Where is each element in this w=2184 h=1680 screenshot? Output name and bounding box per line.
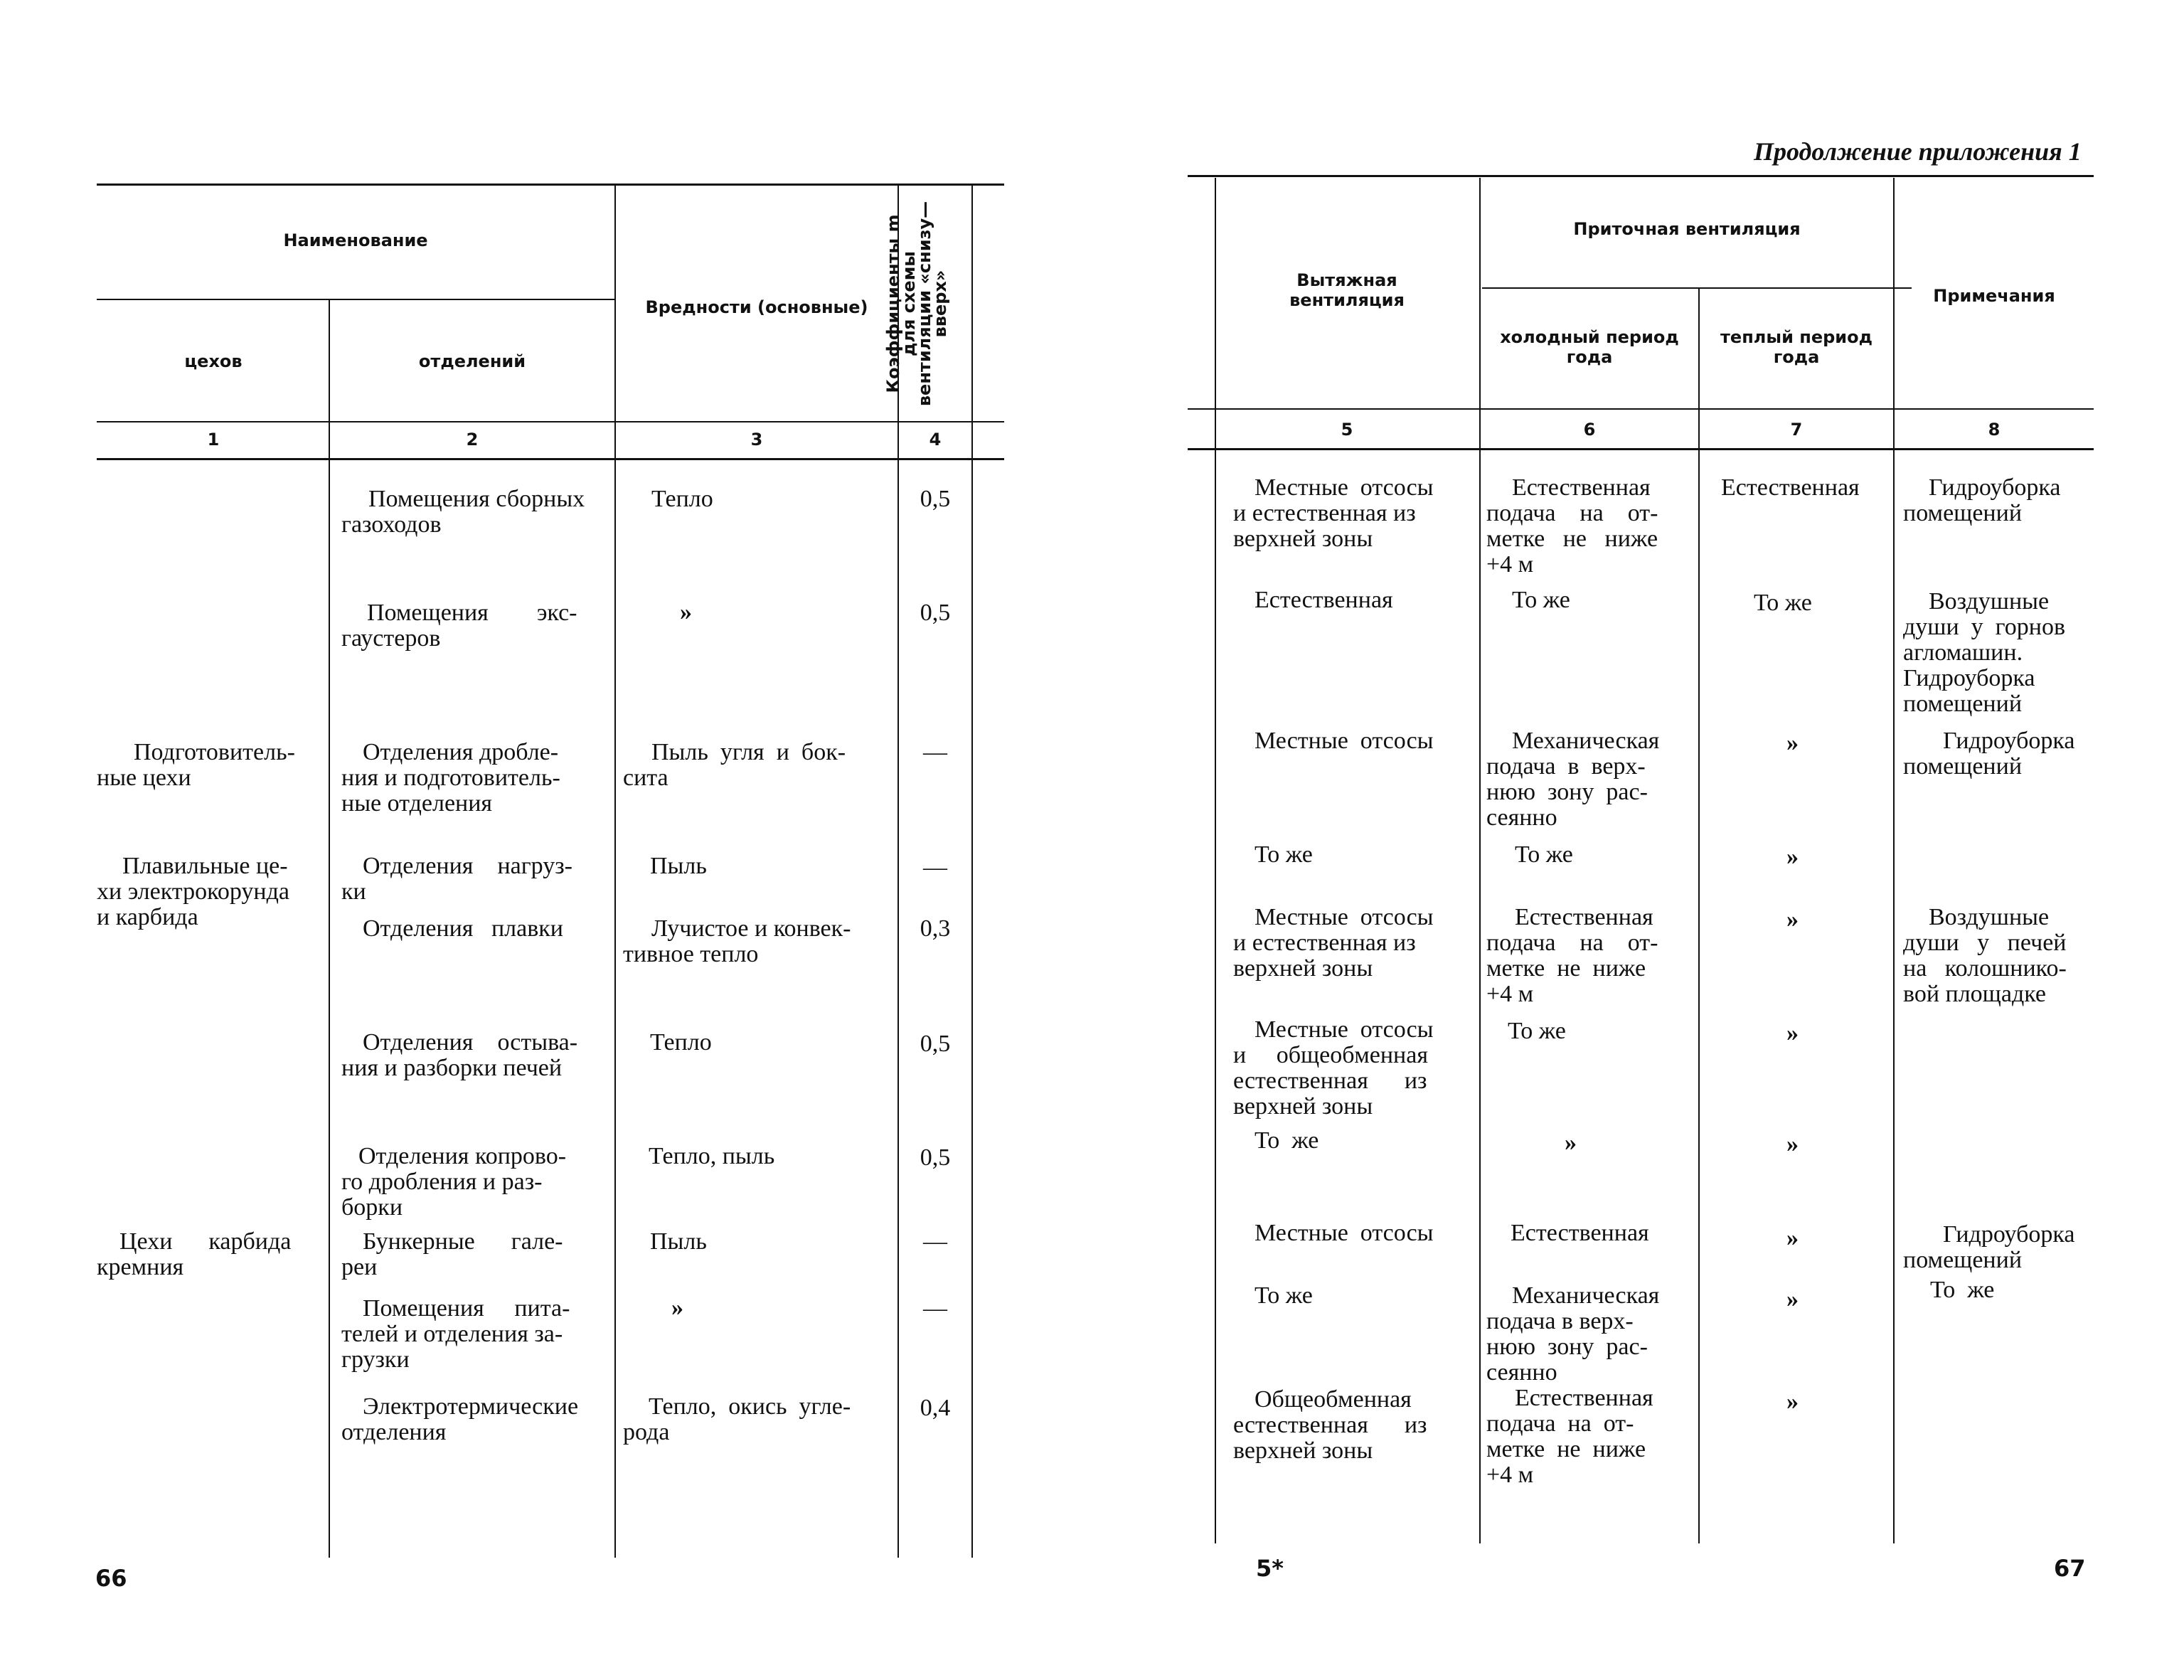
coefficient-cell: — (923, 854, 947, 881)
header-coefficient-text: Коэффициенты m для схемы вентиляции «снизу—вверх» (883, 201, 950, 407)
department-cell: Электротермические отделения (341, 1393, 579, 1445)
header-coefficient (883, 201, 950, 407)
col-divider-7 (1698, 289, 1700, 1543)
page-number: 67 (2054, 1555, 2086, 1582)
cold-cell: То же (1508, 1018, 1566, 1044)
hazard-cell: Тепло, пыль (649, 1143, 775, 1169)
hazard-cell: Пыль угля и бок- сита (623, 739, 846, 791)
ditto-mark: » (1565, 1129, 1577, 1156)
column-numbers-rule (1188, 448, 2094, 450)
hazard-cell: Тепло, окись угле- рода (623, 1393, 851, 1445)
exhaust-cell: Естественная (1255, 587, 1393, 613)
header-supply: Приточная вентиляция (1573, 219, 1801, 239)
header-cold-period: холодный период года (1500, 327, 1679, 367)
coefficient-cell: 0,4 (920, 1395, 951, 1421)
col-divider-6 (1479, 178, 1481, 1543)
coefficient-cell: — (923, 1295, 947, 1322)
cold-cell: Естественная подача на от- метке не ниже +4 м (1486, 904, 1658, 1007)
table-top-rule (1188, 175, 2094, 177)
workshop-cell: Цехи карбида кремния (97, 1228, 292, 1280)
ditto-mark: » (1786, 730, 1799, 756)
hazard-cell: Пыль (650, 853, 707, 879)
department-cell: Отделения остыва- ния и разборки печей (341, 1029, 578, 1081)
note-cell: Гидроуборка помещений (1903, 474, 2061, 526)
header-name-group: Наименование (283, 230, 428, 250)
page-number: 66 (95, 1565, 127, 1592)
header-bottom-rule (97, 421, 1004, 422)
cold-cell: Механическая подача в верх- нюю зону рас- сеянно (1486, 1282, 1660, 1386)
header-hazards: Вредности (основные) (645, 297, 868, 317)
col-divider-1 (329, 300, 330, 1558)
department-cell: Помещения пита- телей и отделения за- грузки (341, 1295, 570, 1373)
col-number-6: 6 (1583, 420, 1596, 440)
header-departments: отделений (418, 351, 526, 371)
department-cell: Отделения плавки (363, 915, 563, 942)
exhaust-cell: Местные отсосы и общеобменная естественная из верхней зоны (1233, 1016, 1434, 1120)
col-number-1: 1 (207, 430, 220, 450)
coefficient-cell: 0,3 (920, 915, 951, 942)
col-number-3: 3 (750, 430, 763, 450)
ditto-mark: » (1786, 1388, 1799, 1415)
ditto-mark: » (1786, 906, 1799, 932)
warm-cell: То же (1754, 590, 1812, 616)
department-cell: Отделения дробле- ния и подготовитель- ные отделения (341, 739, 560, 817)
ditto-mark: » (1786, 1020, 1799, 1046)
page-signature: 5* (1256, 1555, 1284, 1582)
department-cell: Помещения сборных газоходов (341, 486, 585, 538)
coefficient-cell: 0,5 (920, 1144, 951, 1171)
cold-cell: Естественная подача на от- метке не ниже +4 м (1486, 474, 1658, 578)
header-warm-period: теплый период года (1720, 327, 1873, 367)
coefficient-cell: 0,5 (920, 1031, 951, 1057)
exhaust-cell: Местные отсосы (1255, 728, 1434, 754)
exhaust-cell: То же (1255, 1127, 1319, 1154)
col-divider-4 (971, 185, 973, 1558)
running-head: Продолжение приложения 1 (1754, 137, 2082, 166)
note-cell: Воздушные души у горнов агломашин. Гидроуборка помещений (1903, 588, 2066, 717)
workshop-cell: Подготовитель- ные цехи (97, 739, 295, 791)
coefficient-cell: 0,5 (920, 600, 951, 626)
coefficient-cell: 0,5 (920, 486, 951, 512)
note-cell: То же (1930, 1277, 1995, 1303)
department-cell: Бункерные гале- реи (341, 1228, 563, 1280)
warm-cell: Естественная (1721, 474, 1860, 501)
coefficient-cell: — (923, 1228, 947, 1255)
exhaust-cell: То же (1255, 1282, 1313, 1309)
right-page (1092, 0, 2184, 1680)
cold-cell: То же (1512, 587, 1570, 613)
ditto-mark: » (1786, 1286, 1799, 1312)
note-cell: Гидроуборка помещений (1903, 1221, 2075, 1273)
note-cell: Воздушные души у печей на колошнико- вой площадке (1903, 904, 2067, 1007)
cold-cell: То же (1515, 841, 1573, 868)
exhaust-cell: Общеобменная естественная из верхней зоны (1233, 1386, 1427, 1464)
exhaust-cell: Местные отсосы и естественная из верхней зоны (1233, 904, 1434, 982)
col-number-8: 8 (1988, 420, 2001, 440)
col-divider-2 (614, 185, 616, 1558)
hazard-cell: Тепло (651, 486, 713, 512)
ditto-mark: » (680, 599, 692, 625)
column-numbers-rule (97, 458, 1004, 460)
note-cell: Гидроуборка помещений (1903, 728, 2075, 780)
header-workshops: цехов (184, 351, 243, 371)
col-number-5: 5 (1341, 420, 1353, 440)
department-cell: Отделения копрово- го дробления и раз- борки (341, 1143, 567, 1221)
header-bottom-rule (1188, 408, 2094, 410)
hazard-cell: Пыль (650, 1228, 707, 1255)
header-exhaust: Вытяжная вентиляция (1289, 270, 1405, 310)
cold-cell: Естественная (1511, 1220, 1649, 1246)
col-divider-5 (1215, 178, 1216, 1543)
department-cell: Отделения нагруз- ки (341, 853, 572, 905)
ditto-mark: » (1786, 1131, 1799, 1157)
department-cell: Помещения экс- гаустеров (341, 600, 577, 652)
exhaust-cell: То же (1255, 841, 1313, 868)
header-divider-supply (1482, 287, 1912, 289)
ditto-mark: » (1786, 1225, 1799, 1251)
table-top-rule (97, 184, 1004, 186)
left-page (0, 0, 1081, 1680)
ditto-mark: » (671, 1294, 683, 1321)
exhaust-cell: Местные отсосы (1255, 1220, 1434, 1246)
hazard-cell: Лучистое и конвек- тивное тепло (623, 915, 851, 967)
hazard-cell: Тепло (650, 1029, 712, 1056)
cold-cell: Естественная подача на от- метке не ниже +4 м (1486, 1385, 1653, 1488)
col-number-7: 7 (1790, 420, 1803, 440)
header-notes: Примечания (1933, 286, 2055, 306)
coefficient-cell: — (923, 739, 947, 765)
col-number-2: 2 (466, 430, 479, 450)
col-number-4: 4 (929, 430, 942, 450)
exhaust-cell: Местные отсосы и естественная из верхней зоны (1233, 474, 1434, 552)
col-divider-8 (1893, 178, 1895, 1543)
cold-cell: Механическая подача в верх- нюю зону рас- сеянно (1486, 728, 1660, 831)
header-divider-name (97, 299, 616, 300)
workshop-cell: Плавильные це- хи электрокорунда и карбида (97, 853, 290, 930)
ditto-mark: » (1786, 844, 1799, 870)
